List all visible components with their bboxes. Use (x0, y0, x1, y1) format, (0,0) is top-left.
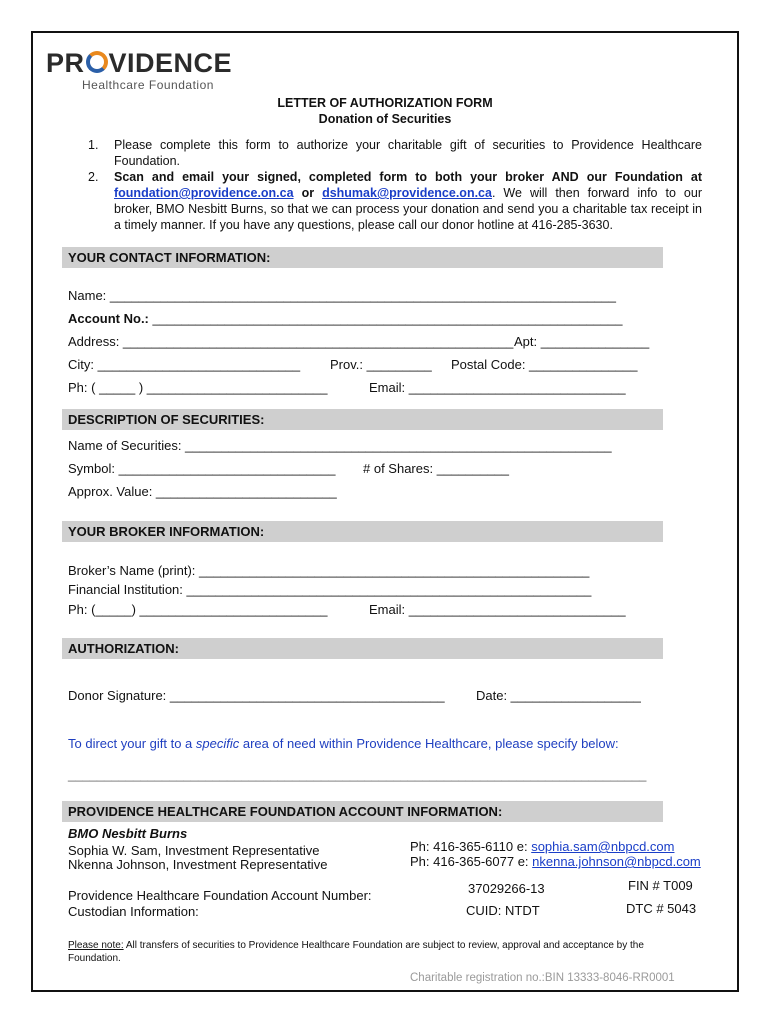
section-contact-header: YOUR CONTACT INFORMATION: (62, 247, 663, 268)
broker-name-field[interactable]: Broker’s Name (print): ______________________________________________________ (68, 563, 590, 578)
financial-institution-field[interactable]: Financial Institution: ________________________________________________________ (68, 582, 592, 597)
dtc-number: DTC # 5043 (626, 901, 697, 916)
note-text: Please note: All transfers of securities to Providence Healthcare Foundation are subject to review, approval and acceptance by the Foundation. (68, 940, 644, 964)
symbol-field[interactable]: Symbol: ______________________________ (68, 461, 336, 476)
apt-field[interactable]: Apt: _______________ (514, 334, 650, 349)
securities-name-field[interactable]: Name of Securities: ___________________________________________________________ (68, 438, 612, 453)
broker-email-field[interactable]: Email: ______________________________ (369, 602, 626, 617)
name-field[interactable]: Name: ______________________________________________________________________ (68, 288, 616, 303)
province-field[interactable]: Prov.: _________ (330, 357, 432, 372)
instruction-item-1: 1. Please complete this form to authorize your charitable gift of securities to Providence Healthcare Foundation. (88, 138, 702, 168)
nkenna-email-link[interactable]: nkenna.johnson@nbpcd.com (532, 854, 701, 869)
foundation-email-link[interactable]: foundation@providence.on.ca (114, 186, 294, 200)
address-field[interactable]: Address: ______________________________________________________ (68, 334, 514, 349)
rep1-contact: Ph: 416-365-6110 e: sophia.sam@nbpcd.com (410, 839, 675, 854)
representative-1: Sophia W. Sam, Investment Representative (68, 843, 320, 858)
fin-number: FIN # T009 (628, 878, 693, 893)
account-number-value: 37029266-13 (468, 881, 545, 896)
bank-name: BMO Nesbitt Burns (68, 826, 188, 841)
section-securities-header: DESCRIPTION OF SECURITIES: (62, 409, 663, 430)
donor-signature-field[interactable]: Donor Signature: ______________________________________ (68, 688, 445, 703)
sophia-email-link[interactable]: sophia.sam@nbpcd.com (531, 839, 675, 854)
dshumak-email-link[interactable]: dshumak@providence.on.ca (322, 186, 492, 200)
specific-area-instruction: To direct your gift to a specific area of need within Providence Healthcare, please specify below: (68, 736, 619, 751)
specific-area-field[interactable]: ________________________________________________________________________________ (68, 767, 647, 782)
section-authorization-header: AUTHORIZATION: (62, 638, 663, 659)
phone-field[interactable]: Ph: ( _____ ) _________________________ (68, 380, 328, 395)
account-number-field[interactable]: Account No.: _________________________________________________________________ (68, 311, 623, 326)
instructions-list (88, 137, 702, 233)
email-field[interactable]: Email: ______________________________ (369, 380, 626, 395)
shares-field[interactable]: # of Shares: __________ (363, 461, 510, 476)
representative-2: Nkenna Johnson, Investment Representative (68, 857, 328, 872)
date-field[interactable]: Date: __________________ (476, 688, 641, 703)
city-field[interactable]: City: ____________________________ (68, 357, 301, 372)
charitable-registration: Charitable registration no.:BIN 13333-8046-RR0001 (410, 972, 675, 984)
approx-value-field[interactable]: Approx. Value: _________________________ (68, 484, 337, 499)
account-number-label: Providence Healthcare Foundation Account Number: (68, 888, 372, 903)
broker-phone-field[interactable]: Ph: (_____) __________________________ (68, 602, 328, 617)
form-title: LETTER OF AUTHORIZATION FORM (277, 96, 493, 110)
providence-logo: PR VIDENCE (46, 48, 233, 78)
instruction-item-2: 2. Scan and email your signed, completed form to both your broker AND our Foundation at foundation@providence.on.ca or dshumak@providence.on.ca. We will then forward info to our broker, BMO Nesbitt Burns, so that we can process your donation and send you a charitable tax receipt in a timely manner. If you have any questions, please call our donor hotline at 416-285-3630. (88, 170, 702, 232)
logo-subtitle: Healthcare Foundation (82, 78, 214, 92)
logo-o-icon (86, 51, 108, 73)
custodian-label: Custodian Information: (68, 904, 199, 919)
cuid-value: CUID: NTDT (466, 903, 540, 918)
section-broker-header: YOUR BROKER INFORMATION: (62, 521, 663, 542)
rep2-contact: Ph: 416-365-6077 e: nkenna.johnson@nbpcd.com (410, 854, 701, 869)
form-subtitle: Donation of Securities (318, 112, 452, 126)
postal-code-field[interactable]: Postal Code: _______________ (451, 357, 638, 372)
section-account-header: PROVIDENCE HEALTHCARE FOUNDATION ACCOUNT INFORMATION: (62, 801, 663, 822)
